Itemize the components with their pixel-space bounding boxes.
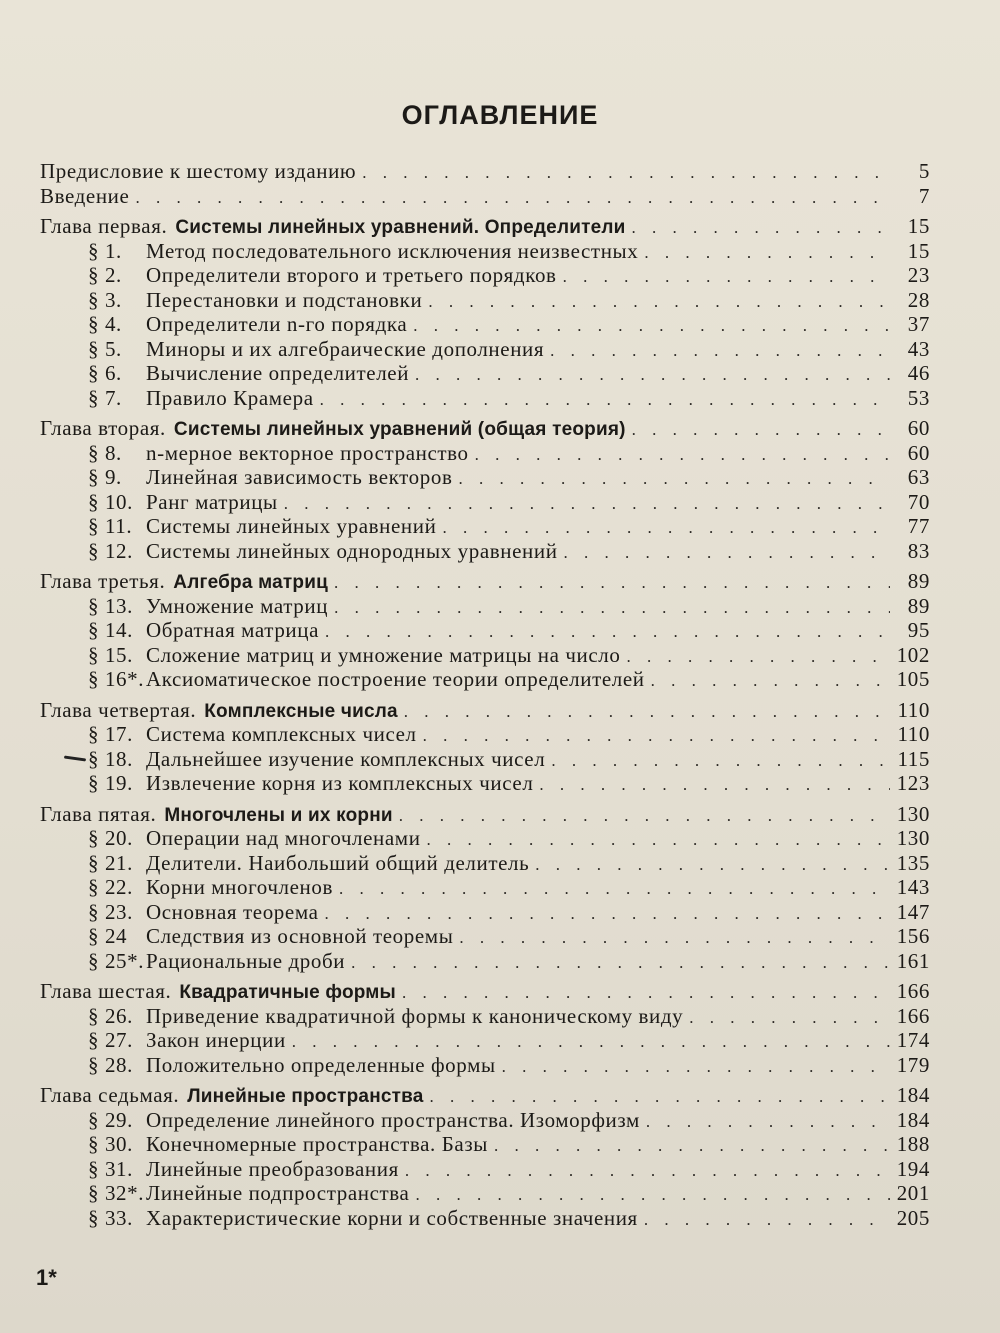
toc-section-row [40,313,930,338]
entry-title: Корни многочленов [146,875,333,899]
page-number: 89 [907,569,930,593]
page-number: 37 [907,312,930,336]
page-number: 83 [907,538,930,563]
page-number: 23 [907,263,930,287]
dot-leader [413,314,890,338]
entry-title: Линейные преобразования [146,1156,399,1181]
dot-leader [430,1085,890,1109]
toc-chapter-row [40,699,930,724]
section-number: § 18. [88,746,133,771]
page-number: 7 [918,183,930,208]
toc-front-row [40,160,930,185]
entry-title: Характеристические корни и собственные значения [146,1205,638,1230]
page-number: 15 [907,238,930,263]
entry-title: Введение [40,183,130,208]
entry-title: Определители n-го порядка [146,312,408,336]
page-number: 201 [896,1181,930,1205]
page-number: 77 [907,514,930,538]
dot-leader [399,804,890,828]
dot-leader [325,620,890,644]
page-number: 130 [896,801,930,826]
section-number: § 29. [88,1107,133,1132]
chapter-prefix: Глава вторая. [40,416,166,440]
toc-section-row [40,748,930,773]
toc-section-row [40,387,930,412]
toc-section-row [40,1005,930,1030]
section-number: § 28. [88,1052,133,1077]
entry-title: Аксиоматическое построение теории определителей [146,667,645,691]
entry-title: Извлечение корня из комплексных чисел [146,771,534,795]
page-number: 102 [896,642,930,667]
dot-leader [626,645,890,669]
dot-leader [458,467,890,491]
toc-section-row [40,901,930,926]
toc-section-row [40,264,930,289]
dot-leader [644,1208,890,1232]
entry-title: Системы линейных уравнений [146,514,437,538]
entry-title: Рациональные дроби [146,948,346,973]
entry-title: Делители. Наибольший общий делитель [146,850,530,875]
dot-leader [334,596,890,620]
dot-leader [404,700,890,724]
page-number: 60 [907,416,930,440]
section-number: § 26. [88,1003,133,1028]
entry-title: Определители второго и третьего порядков [146,263,557,287]
entry-title: Перестановки и подстановки [146,287,423,312]
toc-section-row [40,362,930,387]
section-number: § 24 [88,924,128,948]
page-number: 205 [896,1205,930,1230]
section-number: § 1. [88,238,122,263]
toc-section-row [40,1207,930,1232]
dot-leader [644,241,890,265]
chapter-prefix: Глава первая. [40,214,168,238]
dot-leader [284,492,890,516]
dot-leader [135,186,890,210]
toc-section-row [40,1182,930,1207]
page-number: 60 [907,440,930,465]
section-number: § 32*. [88,1181,145,1205]
chapter-title: Линейные пространства [187,1086,424,1107]
section-number: § 3. [88,287,122,312]
page-number: 43 [907,336,930,361]
entry-title: Предисловие к шестому изданию [40,159,357,183]
toc-section-row [40,1133,930,1158]
chapter-prefix: Глава седьмая. [40,1083,180,1107]
entry-title: Сложение матриц и умножение матрицы на число [146,642,621,667]
section-number: § 15. [88,642,133,667]
section-number: § 21. [88,850,133,875]
dot-leader [632,216,890,240]
toc-section-row [40,644,930,669]
toc-chapter-row [40,570,930,595]
page-number: 156 [896,924,930,948]
page-number: 89 [907,593,930,618]
dot-leader [362,161,890,185]
entry-title: Основная теорема [146,899,319,924]
page-number: 110 [897,722,930,746]
chapter-title: Системы линейных уравнений. Определители [175,217,626,238]
toc-section-row [40,827,930,852]
toc-section-row [40,852,930,877]
page-number: 53 [907,385,930,410]
page-number: 166 [896,1003,930,1028]
dot-leader [292,1030,890,1054]
entry-title: Система комплексных чисел [146,722,417,746]
page-number: 135 [896,850,930,875]
entry-title: Приведение квадратичной формы к каноническому виду [146,1003,684,1028]
toc-section-row [40,1109,930,1134]
signature-mark: 1* [36,1265,57,1290]
page-number: 147 [896,899,930,924]
page-number: 110 [897,697,930,722]
entry-title: Линейная зависимость векторов [146,465,453,489]
section-number: § 10. [88,489,133,514]
toc-section-row [40,668,930,693]
entry-title: Системы линейных однородных уравнений [146,538,558,563]
toc-section-row [40,723,930,748]
toc-chapter-row [40,215,930,240]
section-number: § 31. [88,1156,133,1181]
chapter-title: Многочлены и их корни [164,804,393,826]
entry-title: Правило Крамера [146,385,314,410]
section-number: § 4. [88,312,122,336]
dot-leader [475,443,890,467]
toc-chapter-row [40,980,930,1005]
chapter-prefix: Глава шестая. [40,979,172,1003]
dot-leader [320,388,890,412]
dot-leader [423,724,890,748]
entry-title: n-мерное векторное пространство [146,440,469,465]
section-number: § 5. [88,336,122,361]
page-number: 130 [896,826,930,850]
section-number: § 30. [88,1132,133,1156]
page-number: 46 [907,361,930,385]
dot-leader [402,981,890,1005]
dot-leader [428,290,890,314]
table-of-contents [40,160,930,1231]
entry-title: Вычисление определителей [146,361,410,385]
page-number: 5 [918,159,930,183]
page-number: 123 [896,771,930,795]
toc-section-row [40,1029,930,1054]
entry-title: Закон инерции [146,1028,286,1052]
dot-leader [502,1055,890,1079]
entry-title: Линейные подпространства [146,1181,410,1205]
dot-leader [459,926,890,950]
dot-leader [334,571,890,595]
dot-leader [689,1006,890,1030]
toc-title: ОГЛАВЛЕНИЕ [401,100,599,130]
chapter-prefix: Глава четвертая. [40,697,197,722]
toc-section-row [40,540,930,565]
page-number: 70 [907,489,930,514]
toc-section-row [40,1054,930,1079]
entry-title: Ранг матрицы [146,489,278,514]
section-number: § 11. [88,514,133,538]
page-number: 28 [907,287,930,312]
page-number: 95 [907,618,930,642]
toc-section-row [40,466,930,491]
dot-leader [427,828,890,852]
section-number: § 17. [88,722,133,746]
dot-leader [351,951,890,975]
page-number: 188 [896,1132,930,1156]
section-number: § 6. [88,361,122,385]
entry-title: Дальнейшее изучение комплексных чисел [146,746,546,771]
section-number: § 27. [88,1028,133,1052]
page-number: 194 [896,1156,930,1181]
page-number: 184 [896,1107,930,1132]
page-number: 105 [896,667,930,691]
dot-leader [339,877,890,901]
dot-leader [632,418,890,442]
page-number: 63 [907,465,930,489]
dot-leader [415,363,890,387]
section-number: § 23. [88,899,133,924]
dot-leader [535,853,890,877]
section-number: § 2. [88,263,122,287]
entry-title: Умножение матриц [146,593,329,618]
dot-leader [551,749,890,773]
dot-leader [564,541,890,565]
chapter-title: Системы линейных уравнений (общая теория) [173,419,626,440]
toc-section-row [40,338,930,363]
toc-section-row [40,442,930,467]
section-number: § 14. [88,618,133,642]
toc-section-row [40,772,930,797]
entry-title: Следствия из основной теоремы [146,924,454,948]
dot-leader [405,1159,890,1183]
chapter-prefix: Глава третья. [40,569,166,593]
entry-title: Операции над многочленами [146,826,421,850]
toc-front-row [40,185,930,210]
section-number: § 16*. [88,667,145,691]
toc-section-row [40,925,930,950]
toc-section-row [40,1158,930,1183]
dot-leader [563,265,890,289]
chapter-title: Комплексные числа [204,700,398,722]
dot-leader [646,1110,890,1134]
toc-section-row [40,876,930,901]
section-number: § 19. [88,771,133,795]
dot-leader [550,339,890,363]
page-number: 166 [896,979,930,1003]
chapter-prefix: Глава пятая. [40,801,157,826]
entry-title: Миноры и их алгебраические дополнения [146,336,545,361]
section-number: § 12. [88,538,133,563]
section-number: § 22. [88,875,133,899]
dot-leader [494,1134,890,1158]
toc-chapter-row [40,803,930,828]
entry-title: Положительно определенные формы [146,1052,496,1077]
toc-section-row [40,240,930,265]
chapter-title: Алгебра матриц [173,572,328,593]
dot-leader [651,669,890,693]
entry-title: Метод последовательного исключения неизвестных [146,238,639,263]
page-number: 161 [896,948,930,973]
toc-section-row [40,619,930,644]
toc-chapter-row [40,417,930,442]
page-number: 184 [896,1083,930,1107]
section-number: § 8. [88,440,122,465]
page-number: 115 [897,746,930,771]
section-number: § 13. [88,593,133,618]
toc-section-row [40,595,930,620]
page-number: 174 [896,1028,930,1052]
page-number: 179 [896,1052,930,1077]
dot-leader [415,1183,890,1207]
dot-leader [442,516,890,540]
entry-title: Обратная матрица [146,618,320,642]
page-number: 143 [896,875,930,899]
section-number: § 33. [88,1205,133,1230]
toc-section-row [40,289,930,314]
toc-section-row [40,515,930,540]
section-number: § 20. [88,826,133,850]
toc-section-row [40,950,930,975]
section-number: § 7. [88,385,122,410]
dot-leader [539,773,890,797]
dot-leader [325,902,891,926]
page-number: 15 [907,214,930,238]
entry-title: Определение линейного пространства. Изоморфизм [146,1107,640,1132]
chapter-title: Квадратичные формы [179,982,396,1003]
toc-section-row [40,491,930,516]
section-number: § 9. [88,465,122,489]
section-number: § 25*. [88,948,145,973]
toc-chapter-row [40,1084,930,1109]
entry-title: Конечномерные пространства. Базы [146,1132,488,1156]
